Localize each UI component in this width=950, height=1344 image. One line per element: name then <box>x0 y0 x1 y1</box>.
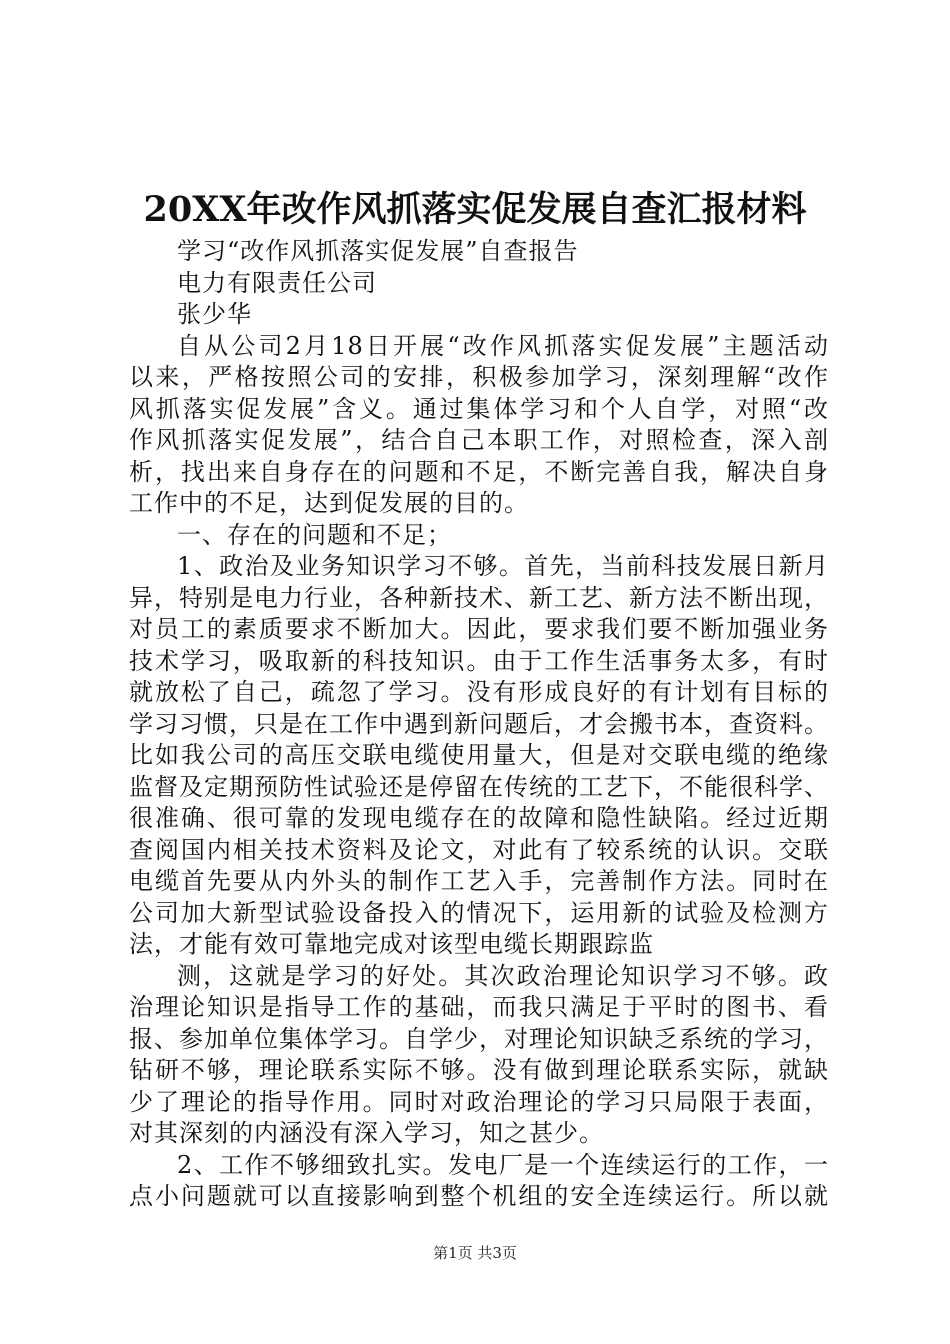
header-line-author: 张少华 <box>177 300 252 328</box>
body-line: 就放松了自己，疏忽了学习。没有形成良好的有计划有目标的 <box>129 678 829 706</box>
body-line: 学习习惯，只是在工作中遇到新问题后，才会搬书本，查资料。 <box>129 709 829 738</box>
body-line: 少了理论的指导作用。同时对政治理论的学习只局限于表面， <box>129 1087 829 1116</box>
body-line: 很准确、很可靠的发现电缆存在的故障和隐性缺陷。经过近期 <box>129 804 829 832</box>
header-line-company: 电力有限责任公司 <box>177 268 377 297</box>
body-line: 公司加大新型试验设备投入的情况下，运用新的试验及检测方 <box>129 898 829 927</box>
body-line: 一、存在的问题和不足； <box>177 520 452 549</box>
body-line: 作风抓落实促发展”，结合自己本职工作，对照检查，深入剖 <box>129 426 829 454</box>
page-footer: 第1页 共3页 <box>433 1244 517 1262</box>
body-line: 报、参加单位集体学习。自学少，对理论知识缺乏系统的学习， <box>129 1024 829 1053</box>
document-body <box>129 236 829 1213</box>
body-line: 技术学习，吸取新的科技知识。由于工作生活事务太多，有时 <box>129 646 829 675</box>
body-line: 点小问题就可以直接影响到整个机组的安全连续运行。所以就 <box>129 1182 829 1210</box>
body-line: 2、工作不够细致扎实。发电厂是一个连续运行的工作，一 <box>177 1150 829 1179</box>
body-line: 对员工的素质要求不断加大。因此，要求我们要不断加强业务 <box>129 615 829 643</box>
body-line: 工作中的不足，达到促发展的目的。 <box>129 489 529 517</box>
body-line: 钻研不够，理论联系实际不够。没有做到理论联系实际，就缺 <box>129 1056 829 1084</box>
body-line: 1、政治及业务知识学习不够。首先，当前科技发展日新月 <box>177 552 829 580</box>
body-line: 监督及定期预防性试验还是停留在传统的工艺下，不能很科学、 <box>129 772 829 801</box>
body-line: 查阅国内相关技术资料及论文，对此有了较系统的认识。交联 <box>129 835 829 864</box>
header-line-report-title: 学习“改作风抓落实促发展”自查报告 <box>177 237 579 265</box>
body-line: 测，这就是学习的好处。其次政治理论知识学习不够。政 <box>177 961 829 990</box>
body-line: 自从公司2月18日开展“改作风抓落实促发展”主题活动 <box>177 331 829 360</box>
body-line: 析，找出来自身存在的问题和不足，不断完善自我，解决自身 <box>129 457 829 486</box>
body-line: 以来，严格按照公司的安排，积极参加学习，深刻理解“改作 <box>129 363 829 391</box>
body-line: 风抓落实促发展”含义。通过集体学习和个人自学，对照“改 <box>129 394 829 423</box>
body-line: 对其深刻的内涵没有深入学习，知之甚少。 <box>129 1119 604 1147</box>
body-line: 治理论知识是指导工作的基础，而我只满足于平时的图书、看 <box>129 993 829 1021</box>
body-line: 法，才能有效可靠地完成对该型电缆长期跟踪监 <box>129 930 654 958</box>
body-text <box>129 331 829 1213</box>
body-line: 异，特别是电力行业，各种新技术、新工艺、新方法不断出现， <box>129 583 829 612</box>
document-title: 20XX年改作风抓落实促发展自查汇报材料 <box>143 189 807 230</box>
body-line: 电缆首先要从内外头的制作工艺入手，完善制作方法。同时在 <box>129 867 829 895</box>
body-line: 比如我公司的高压交联电缆使用量大，但是对交联电缆的绝缘 <box>129 741 829 769</box>
